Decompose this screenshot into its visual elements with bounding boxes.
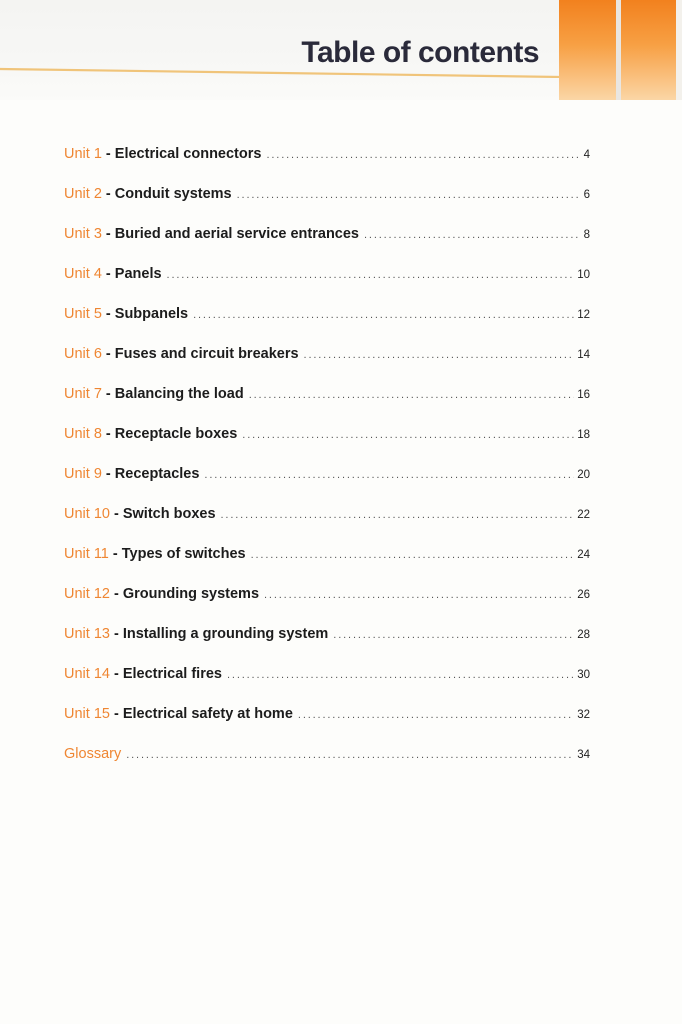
unit-title: Electrical fires (122, 666, 222, 682)
dot-leader (242, 429, 574, 441)
unit-title: Switch boxes (122, 506, 216, 522)
dot-leader (298, 709, 574, 721)
page-number: 28 (577, 629, 590, 641)
dot-leader (126, 749, 574, 761)
unit-number: Unit 6 (64, 346, 102, 362)
unit-title: Panels (114, 266, 162, 282)
unit-number: Unit 5 (64, 306, 102, 322)
page-title: Table of contents (301, 36, 539, 69)
unit-number: Unit 14 (64, 666, 110, 682)
unit-number: Unit 3 (64, 226, 102, 242)
toc-entry-unit-8[interactable] (64, 426, 590, 466)
unit-title: Installing a grounding system (122, 626, 329, 642)
separator: - (101, 346, 115, 362)
page-number: 16 (577, 389, 590, 401)
unit-number: Unit 8 (64, 426, 102, 442)
separator: - (108, 546, 122, 562)
toc-entry-unit-6[interactable] (64, 346, 590, 386)
toc-entry-unit-10[interactable] (64, 506, 590, 546)
page-number: 24 (577, 549, 590, 561)
dot-leader (264, 589, 574, 601)
toc-entry-unit-15[interactable] (64, 706, 590, 746)
page-number: 22 (577, 509, 590, 521)
unit-title: Electrical connectors (114, 146, 262, 162)
dot-leader (193, 309, 574, 321)
separator: - (101, 306, 115, 322)
separator: - (101, 146, 115, 162)
unit-title: Buried and aerial service entrances (114, 226, 359, 242)
separator: - (109, 666, 123, 682)
toc-entry-unit-13[interactable] (64, 626, 590, 666)
dot-leader (227, 669, 574, 681)
unit-title: Receptacles (114, 466, 200, 482)
orange-tab-left (559, 0, 616, 100)
unit-number: Unit 9 (64, 466, 102, 482)
dot-leader (204, 469, 574, 481)
dot-leader (266, 149, 580, 161)
unit-title: Types of switches (121, 546, 246, 562)
page-header (0, 0, 682, 100)
dot-leader (167, 269, 575, 281)
unit-number: Unit 13 (64, 626, 110, 642)
toc-entry-unit-14[interactable] (64, 666, 590, 706)
unit-title: Fuses and circuit breakers (114, 346, 299, 362)
unit-title: Receptacle boxes (114, 426, 238, 442)
toc-entry-unit-2[interactable] (64, 186, 590, 226)
page-number: 8 (583, 229, 590, 241)
unit-number: Unit 12 (64, 586, 110, 602)
page-number: 30 (577, 669, 590, 681)
page-number: 12 (577, 309, 590, 321)
toc-entry-unit-3[interactable] (64, 226, 590, 266)
page-number: 4 (583, 149, 590, 161)
toc-entry-unit-12[interactable] (64, 586, 590, 626)
unit-number: Unit 10 (64, 506, 110, 522)
dot-leader (251, 549, 575, 561)
toc-entry-glossary[interactable] (64, 746, 590, 786)
separator: - (109, 506, 123, 522)
unit-title: Balancing the load (114, 386, 244, 402)
separator: - (109, 626, 123, 642)
separator: - (101, 226, 115, 242)
unit-number: Unit 11 (64, 546, 109, 562)
page-number: 10 (577, 269, 590, 281)
unit-title: Grounding systems (122, 586, 260, 602)
orange-tab-right (621, 0, 676, 100)
unit-number: Unit 7 (64, 386, 102, 402)
separator: - (109, 586, 123, 602)
dot-leader (364, 229, 581, 241)
unit-number: Unit 2 (64, 186, 102, 202)
separator: - (101, 386, 115, 402)
toc-entry-unit-7[interactable] (64, 386, 590, 426)
unit-number: Unit 4 (64, 266, 102, 282)
dot-leader (237, 189, 581, 201)
toc-entry-unit-5[interactable] (64, 306, 590, 346)
dot-leader (221, 509, 575, 521)
toc-entry-unit-9[interactable] (64, 466, 590, 506)
separator: - (101, 426, 115, 442)
page-number: 6 (583, 189, 590, 201)
separator: - (101, 186, 115, 202)
unit-title: Electrical safety at home (122, 706, 293, 722)
page-number: 18 (577, 429, 590, 441)
dot-leader (304, 349, 575, 361)
unit-number: Unit 15 (64, 706, 110, 722)
toc-entry-unit-1[interactable] (64, 146, 590, 186)
dot-leader (333, 629, 574, 641)
toc-entry-unit-11[interactable] (64, 546, 590, 586)
unit-number: Unit 1 (64, 146, 102, 162)
dot-leader (249, 389, 575, 401)
separator: - (109, 706, 123, 722)
glossary-label: Glossary (64, 746, 122, 762)
table-of-contents (64, 146, 590, 786)
page-number: 26 (577, 589, 590, 601)
separator: - (101, 266, 115, 282)
unit-title: Conduit systems (114, 186, 232, 202)
toc-entry-unit-4[interactable] (64, 266, 590, 306)
page-number: 20 (577, 469, 590, 481)
page-number: 32 (577, 709, 590, 721)
page-number: 34 (577, 749, 590, 761)
separator: - (101, 466, 115, 482)
page-edge (676, 0, 682, 100)
unit-title: Subpanels (114, 306, 189, 322)
page-number: 14 (577, 349, 590, 361)
